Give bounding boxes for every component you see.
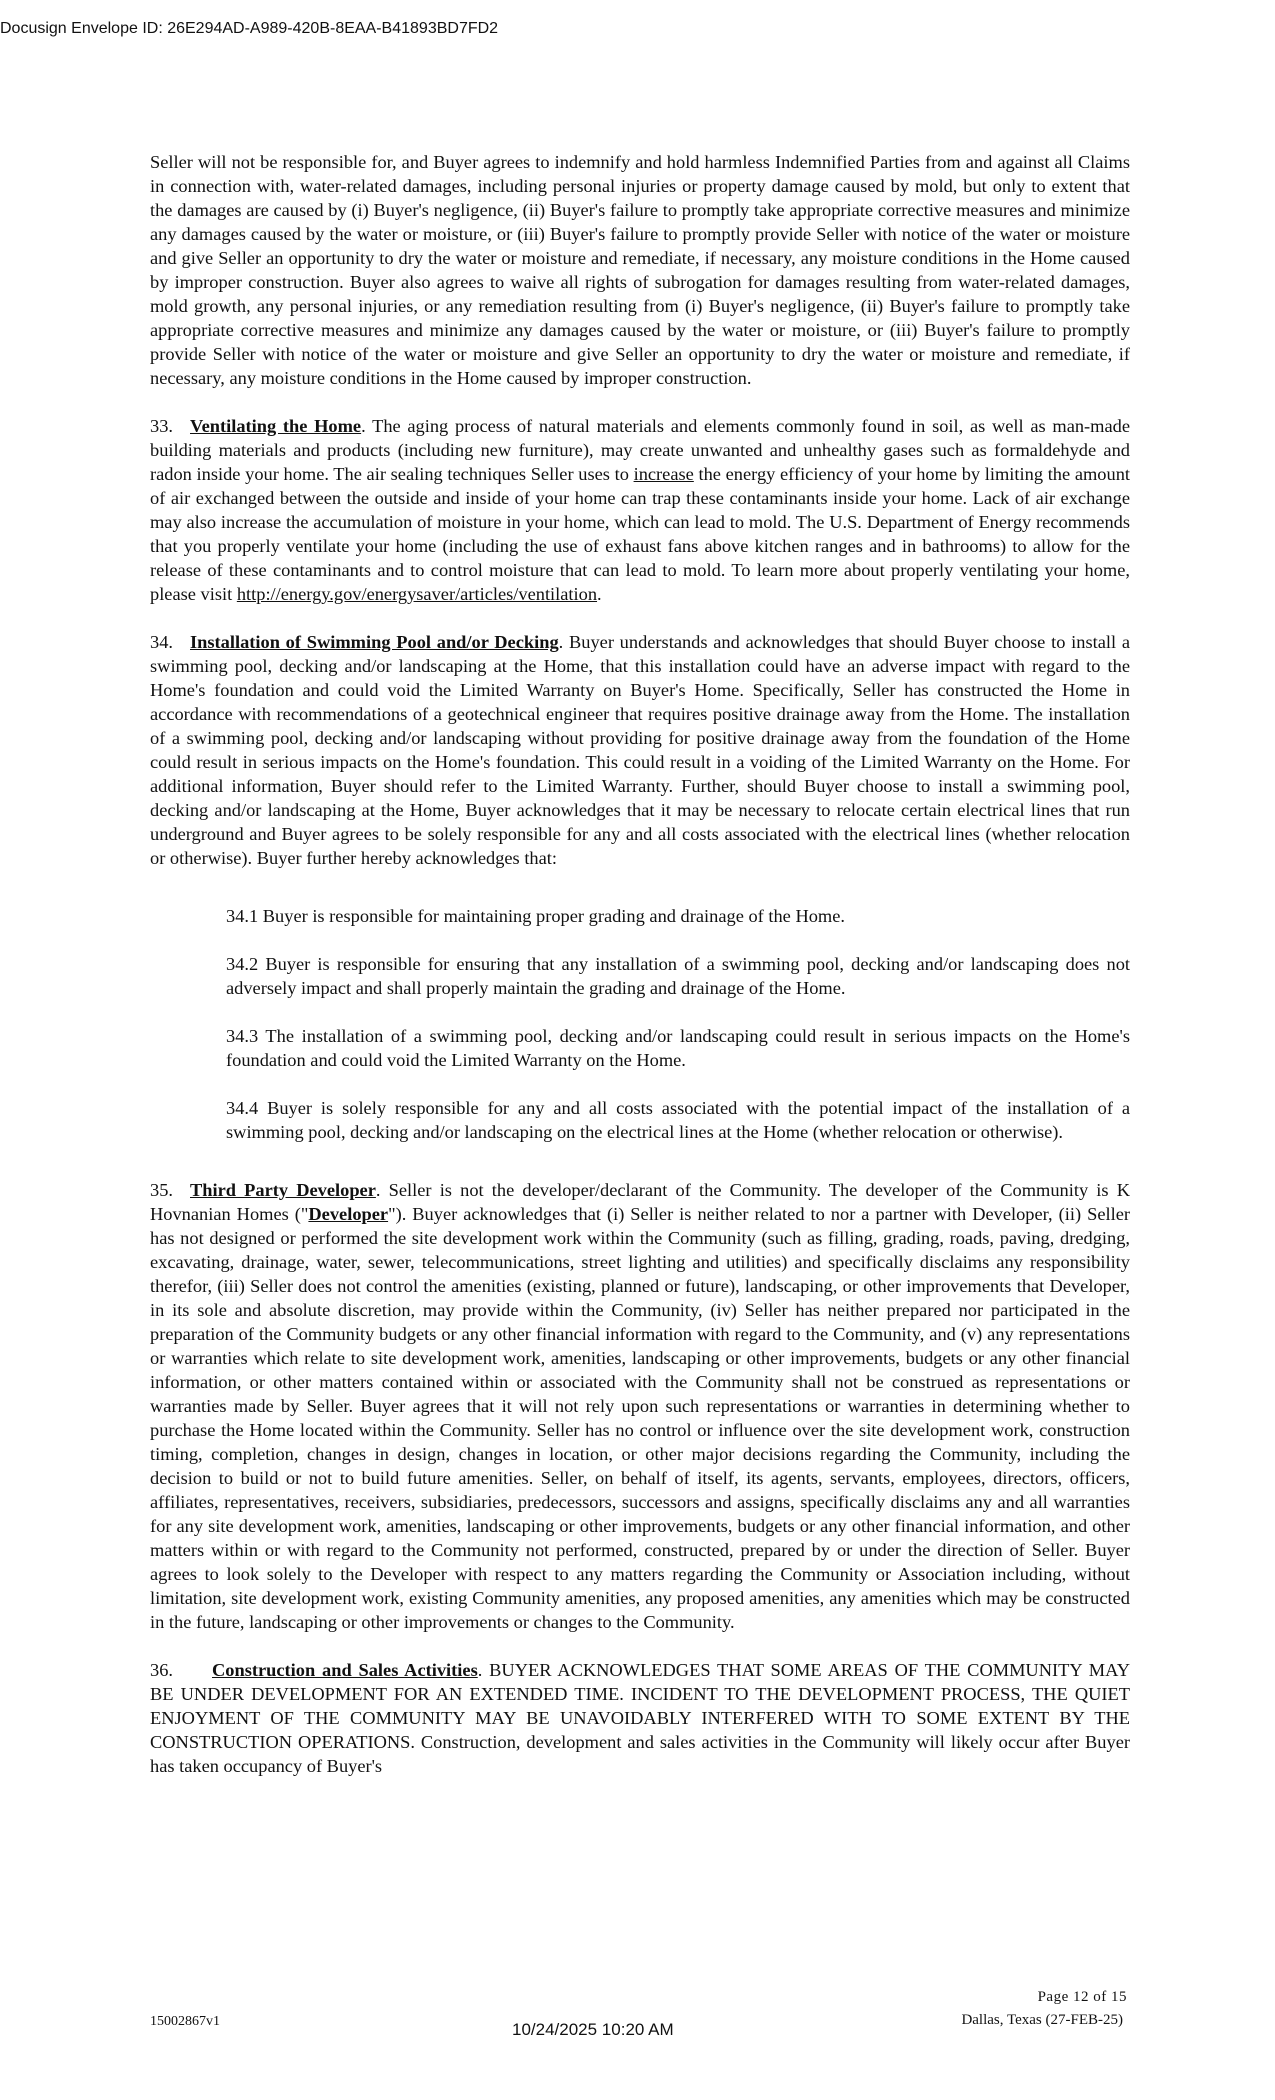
subsection-34-2: 34.2 Buyer is responsible for ensuring that any installation of a swimming pool, decking and/or landscaping does not adversely impact and shall properly maintain the grading and drainage of the Home. — [226, 954, 1130, 998]
underlined-word: increase — [633, 464, 694, 484]
document-id: 15002867v1 — [150, 2014, 220, 2029]
section-36 — [150, 1658, 1130, 1778]
ventilation-link[interactable]: http://energy.gov/energysaver/articles/ventilation — [236, 584, 598, 604]
signature-timestamp: 10/24/2025 10:20 AM — [512, 2020, 674, 2039]
section-heading: Construction and Sales Activities — [212, 1660, 478, 1680]
subsection-34-1: 34.1 Buyer is responsible for maintaining proper grading and drainage of the Home. — [226, 906, 845, 926]
section-35 — [150, 1178, 1130, 1634]
section-number: 36. — [150, 1660, 173, 1680]
section-heading: Ventilating the Home — [190, 416, 362, 436]
section-text: . Buyer understands and acknowledges that should Buyer choose to install a swimming pool, decking and/or landscaping at the Home, that this installation could have an adverse impact with regard to the Home's foundation and could void the Limited Warranty on Buyer's Home. Specifically, Seller has constructed the Home in accordance with recommendations of a geotechnical engineer that requires positive drainage away from the Home. The installation of a swimming pool, decking and/or landscaping without providing for positive drainage away from the foundation of the Home could result in serious impacts on the Home's foundation. This could result in a voiding of the Limited Warranty on the Home. For additional information, Buyer should refer to the Limited Warranty. Further, should Buyer choose to install a swimming pool, decking and/or landscaping at the Home, Buyer acknowledges that it may be necessary to relocate certain electrical lines that run underground and Buyer agrees to be solely responsible for any and all costs associated with the electrical lines (whether relocation or otherwise). Buyer further hereby acknowledges that: — [150, 632, 1130, 868]
section-text: . BUYER ACKNOWLEDGES THAT SOME AREAS OF THE COMMUNITY MAY BE UNDER DEVELOPMENT FOR AN EXTENDED TIME. INCIDENT TO THE DEVELOPMENT PROCESS, THE QUIET ENJOYMENT OF THE COMMUNITY MAY BE UNAVOIDABLY INTERFERED WITH TO SOME EXTENT BY THE CONSTRUCTION OPERATIONS. Construction, development and sales activities in the Community will likely occur after Buyer has taken occupancy of Buyer's — [150, 1660, 1131, 1776]
subsection-34-3: 34.3 The installation of a swimming pool, decking and/or landscaping could result in serious impacts on the Home's foundation and could void the Limited Warranty on the Home. — [226, 1026, 1130, 1070]
section-number: 33. — [150, 416, 173, 436]
envelope-id: Docusign Envelope ID: 26E294AD-A989-420B-8EAA-B41893BD7FD2 — [0, 20, 499, 37]
section-34 — [150, 630, 1130, 870]
section-text: . Seller is not the developer/declarant of the Community. The developer of the Community is K Hovnanian Homes (" — [150, 1180, 1131, 1224]
section-number: 34. — [150, 632, 173, 652]
document-body — [150, 150, 1130, 1802]
section-text: . The aging process of natural materials and elements commonly found in soil, as well as man-made building materials and products (including new furniture), may create unwanted and unhealthy gases such as formaldehyde and radon inside your home. The air sealing techniques Seller uses to — [150, 416, 1131, 484]
section-heading: Installation of Swimming Pool and/or Decking — [190, 632, 559, 652]
document-location: Dallas, Texas (27-FEB-25) — [961, 2012, 1123, 2028]
section-33 — [150, 414, 1130, 606]
paragraph-32-continued: Seller will not be responsible for, and Buyer agrees to indemnify and hold harmless Indemnified Parties from and against all Claims in connection with, water-related damages, including personal injuries or property damage caused by mold, but only to extent that the damages are caused by (i) Buyer's negligence, (ii) Buyer's failure to promptly take appropriate corrective measures and minimize any damages caused by the water or moisture, or (iii) Buyer's failure to promptly provide Seller with notice of the water or moisture and give Seller an opportunity to dry the water or moisture and remediate, if necessary, any moisture conditions in the Home caused by improper construction. Buyer also agrees to waive all rights of subrogation for damages resulting from water-related damages, mold growth, any personal injuries, or any remediation resulting from (i) Buyer's negligence, (ii) Buyer's failure to promptly take appropriate corrective measures and minimize any damages caused by the water or moisture, or (iii) Buyer's failure to promptly provide Seller with notice of the water or moisture and give Seller an opportunity to dry the water or moisture and remediate, if necessary, any moisture conditions in the Home caused by improper construction. — [150, 152, 1130, 388]
section-text: the energy efficiency of your home by limiting the amount of air exchanged between the outside and inside of your home can trap these contaminants inside your home. Lack of air exchange may also increase the accumulation of moisture in your home, which can lead to mold. The U.S. Department of Energy recommends that you properly ventilate your home (including the use of exhaust fans above kitchen ranges and in bathrooms) to allow for the release of these contaminants and to control moisture that can lead to mold. To learn more about properly ventilating your home, please visit — [150, 464, 1130, 604]
section-text: . — [597, 584, 602, 604]
section-number: 35. — [150, 1180, 173, 1200]
page-number: Page 12 of 15 — [1037, 1989, 1127, 2005]
section-text: "). Buyer acknowledges that (i) Seller is neither related to nor a partner with Developer, (ii) Seller has not designed or performed the site development work within the Community (such as filling, grading, roads, paving, dredging, excavating, drainage, water, sewer, telecommunications, street lighting and utilities) and specifically disclaims any responsibility therefor, (iii) Seller does not control the amenities (existing, planned or future), landscaping, or other improvements that Developer, in its sole and absolute discretion, may provide within the Community, (iv) Seller has neither prepared nor participated in the preparation of the Community budgets or any other financial information with regard to the Community, and (v) any representations or warranties which relate to site development work, amenities, landscaping or other improvements, budgets or any other financial information, or other matters contained within or associated with the Community shall not be construed as representations or warranties made by Seller. Buyer agrees that it will not rely upon such representations or warranties in determining whether to purchase the Home located within the Community. Seller has no control or influence over the site development work, construction timing, completion, changes in design, changes in location, or other major decisions regarding the Community, including the decision to build or not to build future amenities. Seller, on behalf of itself, its agents, servants, employees, directors, officers, affiliates, representatives, receivers, subsidiaries, predecessors, successors and assigns, specifically disclaims any and all warranties for any site development work, amenities, landscaping or other improvements, budgets or any other financial information, and other matters within or with regard to the Community not performed, constructed, prepared by or under the direction of Seller. Buyer agrees to look solely to the Developer with respect to any matters regarding the Community or Association including, without limitation, site development work, existing Community amenities, any proposed amenities, any amenities which may be constructed in the future, landscaping or other improvements or changes to the Community. — [150, 1204, 1130, 1632]
subsection-34-4: 34.4 Buyer is solely responsible for any and all costs associated with the potential impact of the installation of a swimming pool, decking and/or landscaping on the electrical lines at the Home (whether relocation or otherwise). — [226, 1098, 1130, 1142]
section-heading: Third Party Developer — [190, 1180, 376, 1200]
defined-term: Developer — [308, 1204, 389, 1224]
